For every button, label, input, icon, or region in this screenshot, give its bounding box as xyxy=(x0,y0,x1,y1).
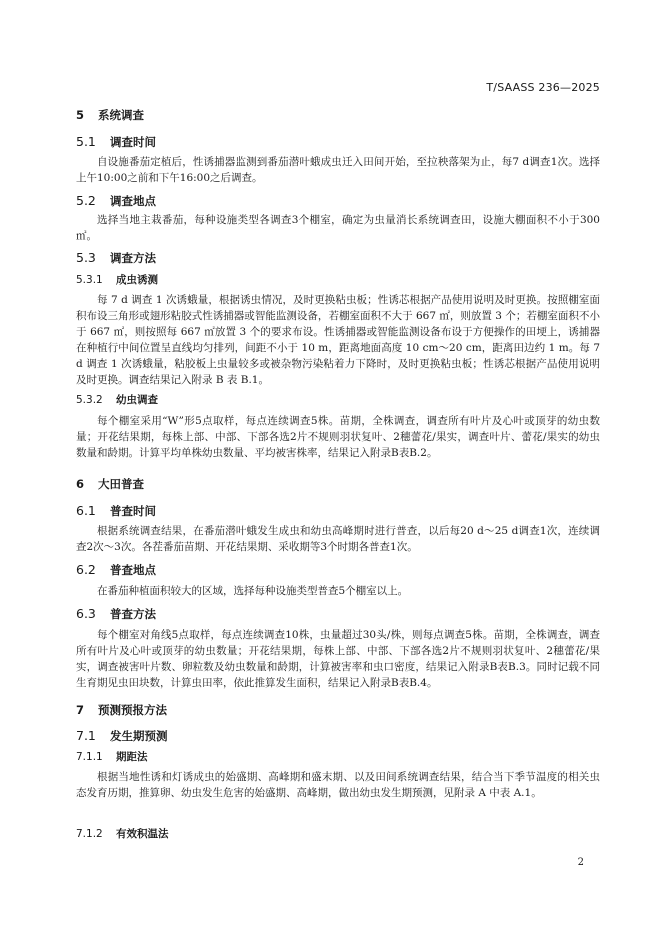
section-number: 5.1 xyxy=(76,134,96,149)
document-id-header: T/SAASS 236—2025 xyxy=(486,81,600,94)
section-title: 调查方法 xyxy=(110,251,156,265)
section-title: 调查地点 xyxy=(110,194,156,208)
section-title: 成虫诱测 xyxy=(116,274,158,286)
paragraph: 每 7 d 调查 1 次诱蛾量，根据诱虫情况，及时更换粘虫板；性诱芯根据产品使用说明及时更换。按照棚室面积布设三角形或翅形粘胶式性诱捕器或智能监测设备，若棚室面积不大于 667 ㎡，则放置 3 个；若棚室面积不小于 667 ㎡，则按照每 667 ㎡放置 3 个的要求布设。性诱捕器或智能监测设备布设于方便操作的田埂上，诱捕器在种植行中间位置呈直线均匀排列，间距不小于 10 m，距离地面高度 10 cm～20 cm，距离田边约 1 m。每 7 d 调查 1 次诱蛾量，粘胶板上虫量较多或被杂物污染粘着力下降时，及时更换粘虫板；性诱芯根据产品使用说明及时更换。调查结果记入附录 B 表 B.1。 xyxy=(76,294,600,386)
section-5-3-1-heading xyxy=(76,272,600,288)
section-number: 6.2 xyxy=(76,562,96,577)
section-number: 7 xyxy=(76,703,85,717)
section-5-1-heading xyxy=(76,134,600,150)
section-number: 5 xyxy=(76,108,85,122)
section-title: 系统调查 xyxy=(98,108,144,122)
section-6-2-heading xyxy=(76,562,600,578)
paragraph: 每个棚室对角线5点取样，每点连续调查10株，虫量超过30头/株，则每点调查5株。苗期，全株调查，调查所有叶片及心叶或顶芽的幼虫数量；开花结果期，每株上部、中部、下部各选2片不规则羽状复叶、2穗蕾花/果实，调查被害叶片数、卵粒数及幼虫数量和龄期，计算被害率和虫口密度，结果记入附录B表B.3。同时记载不同生育期见虫田块数，计算虫田率，依此推算发生面积，结果记入附录B表B.4。 xyxy=(76,629,600,689)
section-number: 6 xyxy=(76,477,85,491)
section-number: 5.3.2 xyxy=(76,394,103,406)
section-title: 大田普查 xyxy=(98,477,144,491)
section-number: 6.3 xyxy=(76,606,96,621)
section-title: 期距法 xyxy=(116,751,148,763)
section-number: 6.1 xyxy=(76,503,96,518)
paragraph: 在番茄种植面积较大的区域，选择每种设施类型普查5个棚室以上。 xyxy=(97,585,409,597)
section-7-heading xyxy=(76,702,600,718)
paragraph: 自设施番茄定植后，性诱捕器监测到番茄潜叶蛾成虫迁入田间开始，至拉秧落架为止，每7 d调查1次。选择上午10:00之前和下午16:00之后调查。 xyxy=(76,156,600,184)
paragraph: 每个棚室采用“W”形5点取样，每点连续调查5株。苗期，全株调查，调查所有叶片及心叶或顶芽的幼虫数量；开花结果期，每株上部、中部、下部各选2片不规则羽状复叶、2穗蕾花/果实，调查叶片、蕾花/果实的幼虫数量和龄期。计算平均单株幼虫数量、平均被害株率，结果记入附录B表B.2。 xyxy=(76,415,600,459)
section-6-heading xyxy=(76,476,600,492)
section-title: 普查时间 xyxy=(110,504,156,518)
section-6-3-heading xyxy=(76,606,600,622)
section-7-1-heading xyxy=(76,728,600,744)
section-6-1-heading xyxy=(76,503,600,519)
section-7-1-1-heading xyxy=(76,749,600,765)
section-number: 5.3.1 xyxy=(76,274,103,286)
section-number: 5.3 xyxy=(76,250,96,265)
section-number: 7.1.2 xyxy=(76,828,103,840)
paragraph: 根据当地性诱和灯诱成虫的始盛期、高峰期和盛末期、以及田间系统调查结果，结合当下季节温度的相关虫态发育历期，推算卵、幼虫发生危害的始盛期、高峰期，做出幼虫发生期预测，见附录 A 中表 A.1。 xyxy=(76,771,600,799)
section-5-3-2-heading xyxy=(76,392,600,408)
section-title: 发生期预测 xyxy=(110,729,168,743)
section-title: 普查地点 xyxy=(110,563,156,577)
paragraph: 根据系统调查结果，在番茄潜叶蛾发生成虫和幼虫高峰期时进行普查，以后每20 d～25 d调查1次，连续调查2次～3次。各茬番茄苗期、开花结果期、采收期等3个时期各普查1次。 xyxy=(76,525,600,553)
section-5-3-heading xyxy=(76,250,600,266)
section-5-2-heading xyxy=(76,193,600,209)
section-title: 预测预报方法 xyxy=(98,703,167,717)
section-5-heading xyxy=(76,107,600,123)
section-title: 调查时间 xyxy=(110,135,156,149)
page-number: 2 xyxy=(577,857,584,868)
section-title: 普查方法 xyxy=(110,607,156,621)
section-number: 7.1 xyxy=(76,728,96,743)
section-7-1-2-heading xyxy=(76,826,600,842)
section-number: 7.1.1 xyxy=(76,751,103,763)
section-number: 5.2 xyxy=(76,193,96,208)
section-title: 幼虫调查 xyxy=(116,394,158,406)
section-title: 有效积温法 xyxy=(116,828,169,840)
paragraph: 选择当地主栽番茄，每种设施类型各调查3个棚室，确定为虫量消长系统调查田，设施大棚面积不小于300 ㎡。 xyxy=(76,214,600,242)
